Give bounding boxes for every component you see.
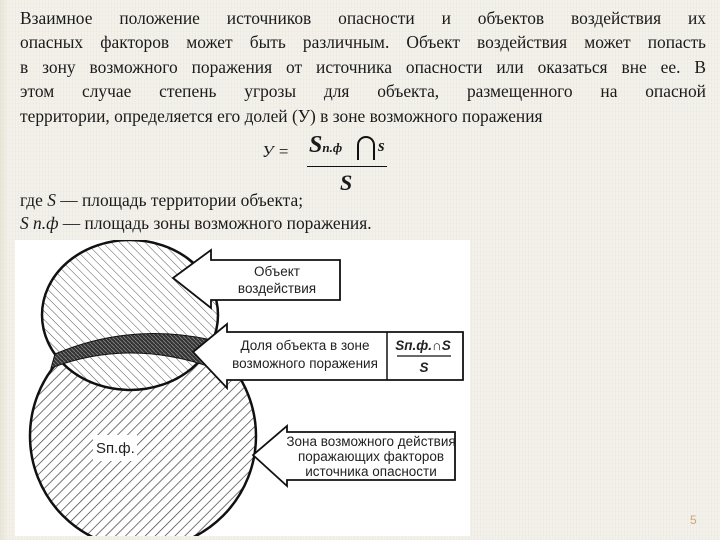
legend-line-2: S п.ф — площадь зоны возможного поражения. [20, 213, 372, 233]
svg-text:Объект: Объект [254, 264, 300, 279]
svg-text:воздействия: воздействия [237, 281, 317, 296]
paragraph-line: в зону возможного поражения от источника опасности или оказаться вне ее. В [20, 56, 706, 77]
formula-numerator-main: Sп.ф [309, 132, 343, 158]
formula-numerator-sub: п.ф [322, 140, 343, 155]
formula-denominator: S [340, 170, 353, 195]
legend-line-1: где S — площадь территории объекта; [20, 190, 304, 210]
share-formula-denominator: S [419, 360, 429, 375]
page-number: 5 [690, 513, 697, 527]
paragraph-line: территории, определяется его долей (У) в зоне возможного поражения [20, 105, 543, 126]
intersection-symbol [357, 136, 375, 160]
callout-share [193, 324, 463, 388]
formula-numerator-right: s [378, 136, 385, 155]
object-circle [42, 240, 218, 390]
share-formula-numerator: Sп.ф.∩S [395, 338, 451, 353]
venn-figure [15, 240, 470, 536]
callout-zone [253, 426, 456, 486]
paragraph-line: Взаимное положение источников опасности и объектов воздействия их [20, 8, 706, 28]
fraction-bar [307, 166, 387, 167]
svg-text:источника опасности: источника опасности [305, 464, 437, 479]
paragraph-line: этом случае степень угрозы для объекта, размещенного на опасной [20, 81, 706, 102]
svg-text:возможного поражения: возможного поражения [232, 356, 378, 371]
svg-text:поражающих факторов: поражающих факторов [297, 449, 445, 464]
formula-share [262, 130, 392, 196]
paragraph-line: опасных факторов может быть различным. Объект воздействия может попасть [20, 32, 706, 53]
formula-lhs: У = [262, 142, 290, 161]
formula-legend [20, 189, 680, 235]
svg-text:Доля объекта в зоне: Доля объекта в зоне [240, 338, 370, 353]
zone-label: Sп.ф. [96, 440, 135, 457]
svg-text:Зона возможного действия: Зона возможного действия [286, 434, 456, 449]
slide-edge-shade [0, 0, 8, 540]
body-paragraph [20, 6, 706, 128]
